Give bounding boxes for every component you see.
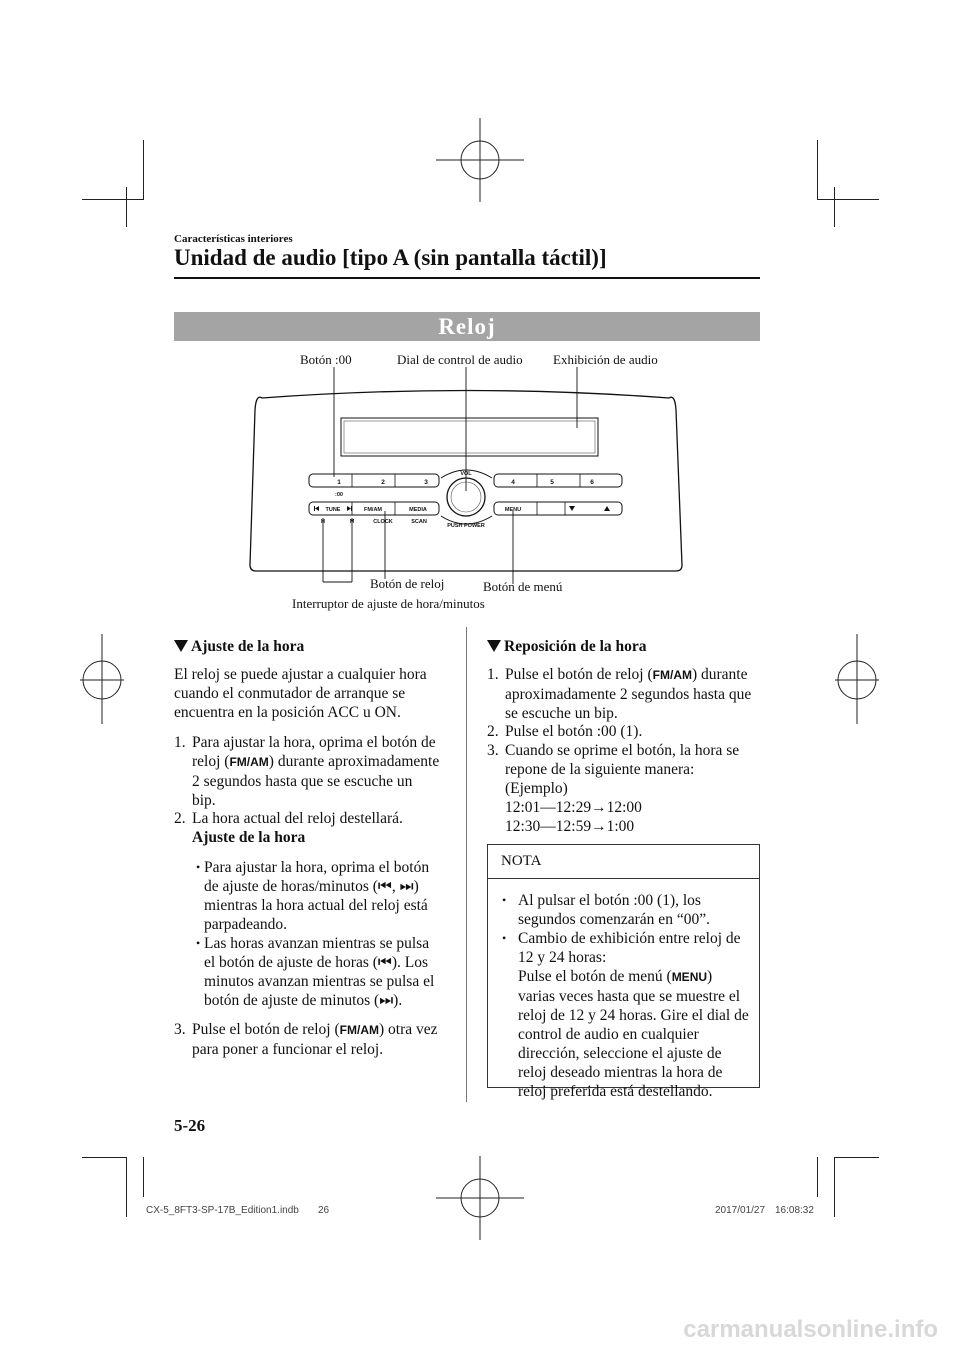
triangle-bullet-icon <box>174 640 188 652</box>
vol-label: VOL <box>460 471 472 477</box>
step-3: 3. Pulse el botón de reloj (FM/AM) otra vez para poner a funcionar el reloj. <box>174 1021 438 1058</box>
preset-3-label: 3 <box>424 479 428 486</box>
heading-ajuste: Ajuste de la hora <box>174 638 464 656</box>
clock-label: CLOCK <box>373 519 393 525</box>
note-title: NOTA <box>488 845 759 879</box>
intro-paragraph: El reloj se puede ajustar a cualquier hora cuando el conmutador de arranque se encuentra en la posición ACC u ON. <box>174 666 427 721</box>
h-label: H <box>321 519 325 525</box>
fm-am-button-icon: FM/AM <box>652 668 692 682</box>
scan-label: SCAN <box>411 519 427 525</box>
preset-6-label: 6 <box>590 479 594 486</box>
footer-date: 2017/01/27 <box>715 1205 766 1216</box>
page-title: Unidad de audio [tipo A (sin pantalla táctil)] <box>174 245 607 270</box>
skip-forward-icon: ⏭ <box>399 878 414 895</box>
preset-1-label: 1 <box>337 479 341 486</box>
triangle-bullet-icon <box>487 640 501 652</box>
fm-am-button-icon: FM/AM <box>229 755 269 769</box>
note-box <box>487 844 760 1100</box>
right-column <box>487 638 762 836</box>
fm-am-label: FM/AM <box>363 507 383 513</box>
bullet-avance: • Las horas avanzan mientras se pulsa el botón de ajuste de horas (⏮). Los minutos avanzan mientras se pulsa el botón de ajuste de minutos (⏭). <box>196 935 435 1009</box>
bullet-ajuste-hora: • Para ajustar la hora, oprima el botón de ajuste de horas/minutos (⏮, ⏭) mientras la hora actual del reloj está parpadeando. <box>196 859 430 933</box>
step-1: 1. Para ajustar la hora, oprima el botón de reloj (FM/AM) durante aproximadamente 2 segundos hasta que se escuche un bip. <box>174 734 440 809</box>
menu-label: MENU <box>504 507 522 513</box>
left-column <box>174 638 464 1059</box>
skip-back-icon: ⏮ <box>377 878 392 895</box>
note-bullet-1: • Al pulsar el botón :00 (1), los segundos comenzarán en “00”. <box>502 892 710 928</box>
page-number: 5-26 <box>174 1116 206 1135</box>
step-2: 2. La hora actual del reloj destellará. Ajuste de la hora <box>174 809 464 849</box>
footer-file: CX-5_8FT3-SP-17B_Edition1.indb <box>146 1205 299 1216</box>
callout-boton-reloj: Botón de reloj <box>370 576 445 591</box>
note-bullet-2: • Cambio de exhibición entre reloj de 12 y 24 horas: Pulse el botón de menú (MENU) varias veces hasta que se muestre el reloj de 12 y 24 horas. Gire el dial de control de audio en cualquier dirección, seleccione el ajuste de reloj deseado mientras la hora de reloj preferida está destellando. <box>502 930 749 1100</box>
callout-interruptor: Interruptor de ajuste de hora/minutos <box>292 596 485 611</box>
skip-back-icon: ⏮ <box>377 954 392 971</box>
media-label: MEDIA <box>409 507 427 513</box>
tune-label: TUNE <box>325 507 341 513</box>
callout-boton-menu: Botón de menú <box>483 579 563 594</box>
skip-forward-icon: ⏭ <box>379 992 394 1009</box>
push-power-label: PUSH POWER <box>447 523 485 529</box>
section-banner: Reloj <box>174 312 760 341</box>
audio-unit-diagram <box>0 0 960 640</box>
column-separator <box>466 627 467 1102</box>
preset-5-label: 5 <box>550 479 554 486</box>
reset-step-1: 1. Pulse el botón de reloj (FM/AM) durante aproximadamente 2 segundos hasta que se escuche un bip. <box>487 666 752 722</box>
callout-exhibicion: Exhibición de audio <box>553 352 658 367</box>
callout-boton-00: Botón :00 <box>300 352 352 367</box>
callout-dial: Dial de control de audio <box>397 352 523 367</box>
preset-2-label: 2 <box>381 479 385 486</box>
footer-time: 16:08:32 <box>775 1205 814 1216</box>
section-label: Características interiores <box>174 233 293 245</box>
fm-am-button-icon: FM/AM <box>339 1023 379 1037</box>
footer-page: 26 <box>318 1205 330 1216</box>
m-label: M <box>349 519 355 525</box>
heading-reposicion: Reposición de la hora <box>487 638 762 656</box>
preset-4-label: 4 <box>511 479 515 486</box>
watermark: carmanualsonline.info <box>683 1316 938 1343</box>
menu-button-icon: MENU <box>671 970 708 984</box>
reset-step-3: 3. Cuando se oprime el botón, la hora se repone de la siguiente manera: (Ejemplo) 12:01—12:29→12:00 12:30—12:59→1:00 <box>487 742 740 835</box>
step-2-subheading: Ajuste de la hora <box>192 829 306 846</box>
reset-step-2: 2. Pulse el botón :00 (1). <box>487 723 643 740</box>
preset-sub-label: :00 <box>335 492 343 498</box>
